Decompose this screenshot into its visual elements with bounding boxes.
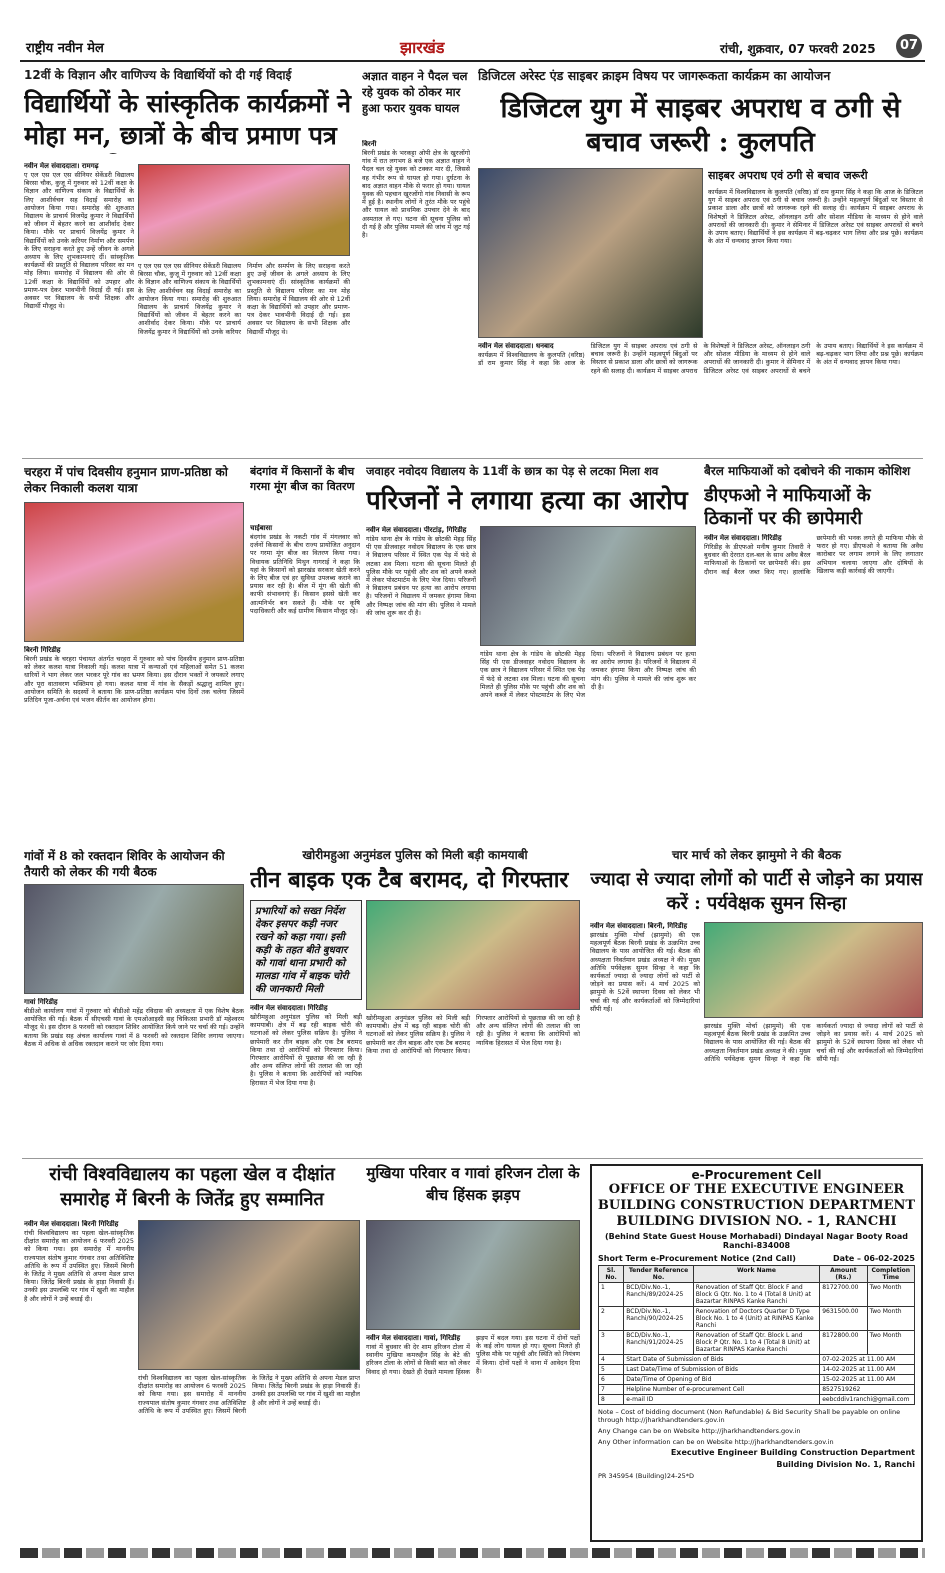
story8-body: गिरिडीह के डीएफओ मनीष कुमार तिवारी ने बुधवार की देररात दल-बल के साथ अवैध बैरल माफियाओं के ठिकानों पर छापेमारी की। इस दौरान कई बैरल जब्त किए गए। हालांकि छापेमारी की भनक लगते ही माफिया मौके से फरार हो गए। डीएफओ ने बताया कि अवैध कारोबार पर लगाम लगाने के लिए लगातार अभियान चलाया जाएगा और दोषियों के खिलाफ कड़ी कार्रवाई की जाएगी। <box>704 534 923 576</box>
tender-amount: 9631500.00 <box>820 1307 867 1331</box>
story3-kicker: डिजिटल अरेस्ट एंड साइबर क्राइम विषय पर जागरूकता कार्यक्रम का आयोजन <box>478 68 831 83</box>
story3-subhead: साइबर अपराध एवं ठगी से बचाव जरूरी <box>708 169 868 182</box>
story12-dateline: नवीन मेल संवाददाता। गावां, गिरिडीह <box>366 1334 461 1342</box>
story6-dateline: चाईबासा <box>250 524 273 532</box>
story9-dateline: नवीन मेल संवाददाता। गिरिडीह <box>250 1004 328 1012</box>
story3-body-right: कार्यक्रम में विश्वविद्यालय के कुलपति (वरिष्ठ) डॉ राम कुमार सिंह ने कहा कि आज के डिजिटल युग में साइबर अपराध एवं ठगी से बचाव जरूरी है। उन्होंने महत्वपूर्ण बिंदुओं पर विस्तार से प्रकाश डाला और छात्रों को जागरूक रहने की सलाह दी। कार्यक्रम में साइबर अपराध के विशेषज्ञों ने डिजिटल अरेस्ट, ऑनलाइन ठगी और सोशल मीडिया के माध्यम से होने वाले अपराधों की जानकारी दी। कुमार ने सेमिनार में डिजिटल अरेस्ट एवं साइबर अपराधों से बचने के उपाय बताए। विद्यार्थियों ने इस कार्यक्रम में बढ़-चढ़कर भाग लिया और प्रश्न पूछे। कार्यक्रम के अंत में धन्यवाद ज्ञापन किया गया। <box>708 188 923 246</box>
table-row <box>599 1331 915 1355</box>
tender-division: BUILDING DIVISION NO. - 1, RANCHI <box>616 1214 897 1229</box>
table-row <box>599 1395 915 1405</box>
tender-notice-title: Short Term e-Procurement Notice (2nd Call) <box>598 1254 796 1263</box>
tender-table <box>598 1265 915 1405</box>
story4-column <box>24 646 244 842</box>
story10-column <box>590 922 700 1154</box>
footer-color-bar <box>20 1548 925 1558</box>
page-number: 07 <box>896 34 922 58</box>
tender-department: BUILDING CONSTRUCTION DEPARTMENT <box>597 1198 916 1213</box>
story6-headline: बंदगांव में किसानों के बीच गरमा मूंग बीज का वितरण <box>250 465 355 493</box>
story12-body: गावां में बुधवार की देर शाम हरिजन टोला में स्थानीय मुखिया कमरुद्दीन सिंह के बेटे की हरिजन टोला के लोगों से किसी बात को लेकर विवाद हो गया। देखते ही देखते मामला हिंसक झड़प में बदल गया। इस घटना में दोनों पक्षों के कई लोग घायल हो गए। सूचना मिलते ही पुलिस मौके पर पहुंची और स्थिति को नियंत्रण में किया। दोनों पक्षों ने थाना में आवेदन दिया है। <box>366 1334 580 1376</box>
tender-note: Note – Cost of bidding document (Non Refundable) & Bid Security Shall be payable on online through http://jharkhandtenders.gov.in <box>598 1408 901 1424</box>
story8-dateline: नवीन मेल संवाददाता। गिरिडीह <box>704 534 782 542</box>
story1-photo-students <box>138 164 350 256</box>
story9-body: खोरीमहुआ अनुमंडल पुलिस को मिली बड़ी कामयाबी। क्षेत्र में बढ़ रही बाइक चोरी की घटनाओं को लेकर पुलिस सक्रिय है। पुलिस ने छापेमारी कर तीन बाइक और एक टैब बरामद किया तथा दो आरोपियों को गिरफ्तार किया। गिरफ्तार आरोपियों से पूछताछ की जा रही है और अन्य संलिप्त लोगों की तलाश की जा रही है। पुलिस ने बताया कि आरोपियों को न्यायिक हिरासत में भेज दिया गया है। <box>250 1013 362 1087</box>
story11-photo-award <box>138 1220 360 1370</box>
story3-dateline: नवीन मेल संवाददाता। धनबाद <box>478 342 554 350</box>
story7-headline: परिजनों ने लगाया हत्या का आरोप <box>366 486 688 516</box>
tender-ref: BCD/Div.No.-1, Ranchi/91/2024-25 <box>624 1331 694 1355</box>
story12-column <box>366 1334 580 1540</box>
story11-dateline: नवीन मेल संवाददाता। बिरनी गिरिडीह <box>24 1220 119 1228</box>
story2-column <box>362 140 470 452</box>
story10-dateline: नवीन मेल संवाददाता। बिरनी, गिरिडीह <box>590 922 688 930</box>
story11-column <box>24 1220 134 1540</box>
section-divider-lower <box>22 1158 923 1159</box>
tender-work: Renovation of Staff Qtr. Block F and Block G Qtr. No. 1 to 4 (Total 8 Unit) at Bazartar RINPAS Kanke Ranchi <box>693 1283 819 1307</box>
story4-dateline: बिरनी गिरिडीह <box>24 646 61 654</box>
schedule-label: Helpline Number of e-procurement Cell <box>624 1385 820 1395</box>
story11-headline: रांची विश्वविद्यालय का पहला खेल व दीक्षांत समारोह में बिरनी के जितेंद्र हुए सम्मानित <box>49 1164 335 1210</box>
story2-dateline: बिरनी <box>362 140 377 148</box>
tender-sl: 1 <box>599 1283 624 1307</box>
story7-dateline: नवीन मेल संवाददाता। पीरटांड़, गिरिडीह <box>366 526 467 534</box>
table-row <box>599 1355 915 1365</box>
story9-photo-police <box>366 900 580 1010</box>
table-row <box>599 1385 915 1395</box>
story3-body: कार्यक्रम में विश्वविद्यालय के कुलपति (वरिष्ठ) डॉ राम कुमार सिंह ने कहा कि आज के डिजिटल युग में साइबर अपराध एवं ठगी से बचाव जरूरी है। उन्होंने महत्वपूर्ण बिंदुओं पर विस्तार से प्रकाश डाला और छात्रों को जागरूक रहने की सलाह दी। कार्यक्रम में साइबर अपराध के विशेषज्ञों ने डिजिटल अरेस्ट, ऑनलाइन ठगी और सोशल मीडिया के माध्यम से होने वाले अपराधों की जानकारी दी। कुमार ने सेमिनार में डिजिटल अरेस्ट एवं साइबर अपराधों से बचने के उपाय बताए। विद्यार्थियों ने इस कार्यक्रम में बढ़-चढ़कर भाग लिया और प्रश्न पूछे। कार्यक्रम के अंत में धन्यवाद ज्ञापन किया गया। <box>478 342 923 375</box>
story10-photo-meeting <box>704 922 923 1018</box>
story9-pull-quote: प्रभारियों को सख्त निर्देश देकर इसपर कड़ी नजर रखने को कहा गया। इसी कड़ी के तहत बीते बुधवार को गावां थाना प्रभारी को मालडा गांव में बाइक चोरी की जानकारी मिली <box>250 900 362 1000</box>
story5-photo-meeting <box>24 884 244 994</box>
tender-info-note: Any Other information can be on Website http://jharkhandtenders.gov.in <box>598 1438 834 1446</box>
story3-photo-vice-chancellor <box>478 168 703 338</box>
table-row <box>599 1283 915 1307</box>
story10-body: झारखंड मुक्ति मोर्चा (झामुमो) की एक महत्वपूर्ण बैठक बिरनी प्रखंड के उत्क्रमित उच्च विद्यालय के पास आयोजित की गई। बैठक की अध्यक्षता निवर्तमान प्रखंड अध्यक्ष ने की। मुख्य अतिथि पर्यवेक्षक सुमन सिन्हा ने कहा कि कार्यकर्ता ज्यादा से ज्यादा लोगों को पार्टी से जोड़ने का प्रयास करें। 4 मार्च 2025 को झामुमो के 52वें स्थापना दिवस को लेकर भी चर्चा की गई और कार्यकर्ताओं को जिम्मेदारियां सौंपी गईं। <box>590 931 700 1013</box>
story5-column <box>24 998 244 1156</box>
story3-headline: डिजिटल युग में साइबर अपराध व ठगी से बचाव जरूरी : कुलपति <box>500 93 901 158</box>
story8-kicker: बैरल माफियाओं को दबोचने की नाकाम कोशिश <box>704 464 911 478</box>
story4-headline: चरहरा में पांच दिवसीय हनुमान प्राण-प्रतिष्ठा को लेकर निकाली कलश यात्रा <box>24 465 228 495</box>
newspaper-logo: राष्ट्रीय नवीन मेल <box>26 41 104 56</box>
story1-kicker: 12वीं के विज्ञान और वाणिज्य के विद्यार्थियों को दी गई विदाई <box>24 68 292 82</box>
schedule-sl: 4 <box>599 1355 624 1365</box>
schedule-label: Last Date/Time of Submission of Bids <box>624 1365 820 1375</box>
story8-headline: डीएफओ ने माफियाओं के ठिकानों पर की छापेमारी <box>704 485 871 529</box>
story5-body: बीडीओ कार्यालय गावां में गुरुवार को बीडीओ महेंद्र रविदास की अध्यक्षता में एक विशेष बैठक आयोजित की गई। बैठक में सीएचसी गावां के एमओआइसी सह चिकित्सा प्रभारी डॉ महेश्वरम मौजूद थे। इस दौरान 8 फरवरी को रक्तदान शिविर आयोजित किये जाने पर चर्चा की गई। उन्होंने बताया कि प्रखंड सह अंचल कार्यालय गावां में 8 फरवरी को रक्तदान शिविर लगाया जाएगा। बैठक में अधिक से अधिक रक्तदान कराने पर जोर दिया गया। <box>24 1007 244 1048</box>
tender-notice <box>590 1164 923 1542</box>
story7-column <box>366 526 476 842</box>
schedule-sl: 5 <box>599 1365 624 1375</box>
schedule-value: 14-02-2025 at 11.00 AM <box>820 1365 915 1375</box>
tender-time: Two Month <box>867 1307 914 1331</box>
tender-work: Renovation of Doctors Quarter D Type Block No. 1 to 4 (Unit) at RINPAS Kanke Ranchi <box>693 1307 819 1331</box>
story9-kicker: खोरीमहुआ अनुमंडल पुलिस को मिली बड़ी कामयाबी <box>302 848 528 862</box>
schedule-value: 8527519262 <box>820 1385 915 1395</box>
tender-notice-header <box>598 1254 915 1263</box>
tender-pr-number: PR 345954 (Building)24-25*D <box>598 1472 694 1480</box>
schedule-value: 15-02-2025 at 11.00 AM <box>820 1375 915 1385</box>
story2-body: बिरनी प्रखंड के भरकट्टा ओपी क्षेत्र के खुरजोंगो गांव में रात लगभग 8 बजे एक अज्ञात वाहन ने पैदल चल रहे युवक को टक्कर मार दी, जिससे वह गंभीर रूप से घायल हो गया। दुर्घटना के बाद अज्ञात वाहन मौके से फरार हो गया। घायल युवक की पहचान खुरजोंगो गांव निवासी के रूप में हुई है। स्थानीय लोगों ने तुरंत मौके पर पहुंचे और घायल को प्राथमिक उपचार देने के बाद अस्पताल ले गए। घटना की सूचना पुलिस को दी गई है और पुलिस मामले की जांच में जुट गई है। <box>362 149 470 240</box>
story11-body-continued: रांची विश्वविद्यालय का पहला खेल-सांस्कृतिक दीक्षांत समारोह का आयोजन 6 फरवरी 2025 को किया गया। इस समारोह में माननीय राज्यपाल संतोष कुमार गंगवार तथा अतिविशिष्ट अतिथि के रूप में उपस्थित हुए। जिसमें बिरनी के जितेंद्र ने मुख्य अतिथि से अपना मेडल प्राप्त किया। जितेंद्र बिरनी प्रखंड के हाड़ा निवासी हैं। उनकी इस उपलब्धि पर गांव में खुशी का माहौल है और लोगों ने उन्हें बधाई दी। <box>138 1374 360 1415</box>
tender-time: Two Month <box>867 1331 914 1355</box>
tender-col-work: Work Name <box>693 1266 819 1283</box>
schedule-label: Start Date of Submission of Bids <box>624 1355 820 1365</box>
story6-body: बंदगांव प्रखंड के नकटी गांव में मंगलवार को दर्जनों किसानों के बीच राज्य प्रायोजित अनुदान पर गरमा मूंग बीज का वितरण किया गया। विधायक प्रतिनिधि मिथुन गागराई ने कहा कि यहां के किसानों को झारखंड सरकार खेती करने के लिए बीज एवं हर सुविधा उपलब्ध कराने का प्रयास कर रही है। बीज में मूंग की खेती की काफी संभावनाएं हैं। किसान इससे खेती कर आत्मनिर्भर बन सकते हैं। मौके पर कृषि पदाधिकारी और कई ग्रामीण किसान मौजूद रहे। <box>250 533 360 615</box>
story7-body: गांडेय थाना क्षेत्र के गांडेय के छोटकी मेहड़ सिंह पी एस डीजवाहर नवोदय विद्यालय के एक छात्र ने विद्यालय परिसर में स्थित एक पेड़ में फंदे से लटका शव मिला। घटना की सूचना मिलते ही पुलिस मौके पर पहुंची और शव को अपने कब्जे में लेकर पोस्टमार्टम के लिए भेज दिया। परिजनों ने विद्यालय प्रबंधन पर हत्या का आरोप लगाया है। परिजनों ने विद्यालय में जमकर हंगामा किया और निष्पक्ष जांच की मांग की। पुलिस ने मामले की जांच शुरू कर दी है। <box>366 535 476 617</box>
story1-dateline: नवीन मेल संवाददाता। रामगढ़ <box>24 162 99 170</box>
story9-column <box>250 1004 362 1156</box>
story10-body-continued: झारखंड मुक्ति मोर्चा (झामुमो) की एक महत्वपूर्ण बैठक बिरनी प्रखंड के उत्क्रमित उच्च विद्यालय के पास आयोजित की गई। बैठक की अध्यक्षता निवर्तमान प्रखंड अध्यक्ष ने की। मुख्य अतिथि पर्यवेक्षक सुमन सिन्हा ने कहा कि कार्यकर्ता ज्यादा से ज्यादा लोगों को पार्टी से जोड़ने का प्रयास करें। 4 मार्च 2025 को झामुमो के 52वें स्थापना दिवस को लेकर भी चर्चा की गई और कार्यकर्ताओं को जिम्मेदारियां सौंपी गईं। <box>704 1022 923 1063</box>
schedule-sl: 8 <box>599 1395 624 1405</box>
tender-ref: BCD/Div.No.-1, Ranchi/89/2024-25 <box>624 1283 694 1307</box>
story9-headline: तीन बाइक एक टैब बरामद, दो गिरफ्तार <box>250 867 569 893</box>
tender-notice-date: Date – 06-02-2025 <box>832 1254 915 1263</box>
story10-kicker: चार मार्च को लेकर झामुमो ने की बैठक <box>671 848 842 862</box>
story1-headline: विद्यार्थियों के सांस्कृतिक कार्यक्रमों ने मोहा मन, छात्रों के बीच प्रमाण पत्र <box>24 89 351 150</box>
story2-headline: अज्ञात वाहन ने पैदल चल रहे युवक को ठोकर मार हुआ फरार युवक घायल <box>362 69 468 115</box>
tender-change-note: Any Change can be on Website http://jharkhandtenders.gov.in <box>598 1427 801 1435</box>
story4-photo-kalash-yatra <box>24 502 244 642</box>
story11-body: रांची विश्वविद्यालय का पहला खेल-सांस्कृतिक दीक्षांत समारोह का आयोजन 6 फरवरी 2025 को किया गया। इस समारोह में माननीय राज्यपाल संतोष कुमार गंगवार तथा अतिविशिष्ट अतिथि के रूप में उपस्थित हुए। जिसमें बिरनी के जितेंद्र ने मुख्य अतिथि से अपना मेडल प्राप्त किया। जितेंद्र बिरनी प्रखंड के हाड़ा निवासी हैं। उनकी इस उपलब्धि पर गांव में खुशी का माहौल है और लोगों ने उन्हें बधाई दी। <box>24 1229 134 1303</box>
section-title: झारखंड <box>400 38 445 57</box>
tender-time: Two Month <box>867 1283 914 1307</box>
story12-headline: मुखिया परिवार व गावां हरिजन टोला के बीच हिंसक झड़प <box>366 1164 580 1204</box>
tender-col-amount: Amount (Rs.) <box>820 1266 867 1283</box>
story1-body-continued: ए एल एस एल एस सीनियर सेकेंडरी विद्यालय बिरसा चौक, कुजू में गुरुवार को 12वीं कक्षा के विज्ञान और वाणिज्य संकाय के विद्यार्थियों के लिए आशीर्वचन सह विदाई समारोह का आयोजन किया गया। समारोह की शुरुआत विद्यालय के प्राचार्य विजयेंद्र कुमार ने विद्यार्थियों को जीवन में बेहतर करने का आशीर्वाद देकर किया। मौके पर प्राचार्य विजयेंद्र कुमार ने विद्यार्थियों को उनके करियर निर्माण और समर्पण के लिए सराहना करते हुए उन्हें जीवन के अगले अध्याय के लिए शुभकामनाएं दीं। सांस्कृतिक कार्यक्रमों की प्रस्तुति से विद्यालय परिसर का मन मोह लिया। समारोह में विद्यालय की ओर से 12वीं कक्षा के विद्यार्थियों को उपहार और प्रमाण-पत्र देकर भावभीनी विदाई दी गई। इस अवसर पर विद्यालय के सभी शिक्षक और विद्यार्थी मौजूद थे। <box>138 262 350 336</box>
tender-sl: 2 <box>599 1307 624 1331</box>
schedule-value: eebcddiv1ranchi@gmail.com <box>820 1395 915 1405</box>
story9-body-continued: खोरीमहुआ अनुमंडल पुलिस को मिली बड़ी कामयाबी। क्षेत्र में बढ़ रही बाइक चोरी की घटनाओं को लेकर पुलिस सक्रिय है। पुलिस ने छापेमारी कर तीन बाइक और एक टैब बरामद किया तथा दो आरोपियों को गिरफ्तार किया। गिरफ्तार आरोपियों से पूछताछ की जा रही है और अन्य संलिप्त लोगों की तलाश की जा रही है। पुलिस ने बताया कि आरोपियों को न्यायिक हिरासत में भेज दिया गया है। <box>366 1014 580 1055</box>
table-row <box>599 1375 915 1385</box>
tender-sl: 3 <box>599 1331 624 1355</box>
story1-body: ए एल एस एल एस सीनियर सेकेंडरी विद्यालय बिरसा चौक, कुजू में गुरुवार को 12वीं कक्षा के विज्ञान और वाणिज्य संकाय के विद्यार्थियों के लिए आशीर्वचन सह विदाई समारोह का आयोजन किया गया। समारोह की शुरुआत विद्यालय के प्राचार्य विजयेंद्र कुमार ने विद्यार्थियों को जीवन में बेहतर करने का आशीर्वाद देकर किया। मौके पर प्राचार्य विजयेंद्र कुमार ने विद्यार्थियों को उनके करियर निर्माण और समर्पण के लिए सराहना करते हुए उन्हें जीवन के अगले अध्याय के लिए शुभकामनाएं दीं। सांस्कृतिक कार्यक्रमों की प्रस्तुति से विद्यालय परिसर का मन मोह लिया। समारोह में विद्यालय की ओर से 12वीं कक्षा के विद्यार्थियों को उपहार और प्रमाण-पत्र देकर भावभीनी विदाई दी गई। इस अवसर पर विद्यालय के सभी शिक्षक और विद्यार्थी मौजूद थे। <box>24 171 134 311</box>
story7-kicker: जवाहर नवोदय विद्यालय के 11वीं के छात्र का पेड़ से लटका मिला शव <box>366 464 659 478</box>
section-divider <box>22 458 923 459</box>
story5-headline: गांवों में 8 को रक्तदान शिविर के आयोजन की तैयारी को लेकर की गयी बैठक <box>24 849 225 879</box>
tender-col-sl: Sl. No. <box>599 1266 624 1283</box>
story10-headline: ज्यादा से ज्यादा लोगों को पार्टी से जोड़ने का प्रयास करें : पर्यवेक्षक सुमन सिन्हा <box>590 869 923 914</box>
table-row <box>599 1307 915 1331</box>
table-row <box>599 1365 915 1375</box>
tender-amount: 8172800.00 <box>820 1331 867 1355</box>
schedule-sl: 7 <box>599 1385 624 1395</box>
tender-col-time: Completion Time <box>867 1266 914 1283</box>
story8-column <box>704 534 923 842</box>
schedule-label: Date/Time of Opening of Bid <box>624 1375 820 1385</box>
schedule-label: e-mail ID <box>624 1395 820 1405</box>
schedule-value: 07-02-2025 at 11.00 AM <box>820 1355 915 1365</box>
tender-work: Renovation of Staff Qtr. Block L and Block P Qtr. No. 1 to 4 (Total 8 Unit) at Bazartar RINPAS Kanke Ranchi <box>693 1331 819 1355</box>
story7-body-continued: गांडेय थाना क्षेत्र के गांडेय के छोटकी मेहड़ सिंह पी एस डीजवाहर नवोदय विद्यालय के एक छात्र ने विद्यालय परिसर में स्थित एक पेड़ में फंदे से लटका शव मिला। घटना की सूचना मिलते ही पुलिस मौके पर पहुंची और शव को अपने कब्जे में लेकर पोस्टमार्टम के लिए भेज दिया। परिजनों ने विद्यालय प्रबंधन पर हत्या का आरोप लगाया है। परिजनों ने विद्यालय में जमकर हंगामा किया और निष्पक्ष जांच की मांग की। पुलिस ने मामले की जांच शुरू कर दी है। <box>480 650 696 700</box>
tender-ref: BCD/Div.No.-1, Ranchi/90/2024-25 <box>624 1307 694 1331</box>
masthead <box>20 34 925 62</box>
schedule-sl: 6 <box>599 1375 624 1385</box>
story12-photo-clash <box>366 1220 580 1330</box>
issue-date: रांची, शुक्रवार, 07 फरवरी 2025 <box>720 42 876 56</box>
story5-dateline: गावां गिरिडीह <box>24 998 58 1006</box>
tender-amount: 8172700.00 <box>820 1283 867 1307</box>
tender-col-ref: Tender Reference No. <box>624 1266 694 1283</box>
story3-column <box>478 342 923 454</box>
tender-signature-title: Executive Engineer Building Construction Department <box>670 1448 915 1457</box>
tender-signature-division: Building Division No. 1, Ranchi <box>776 1460 915 1469</box>
story4-body: बिरनी प्रखंड के चरहरा पंचायत अंतर्गत चरहरा में गुरुवार को पांच दिवसीय हनुमान प्राण-प्रतिष्ठा को लेकर कलश यात्रा निकाली गई। कलश यात्रा में कन्याओं एवं महिलाओं समेत 51 कलश धारियों ने भाग लेकर जल भरकर पूरे गांव का भ्रमण किया। इस दौरान भक्तों ने जयकारे लगाए और पूरा वातावरण भक्तिमय हो गया। कलश यात्रा में गांव के सैकड़ों श्रद्धालु शामिल हुए। आयोजन समिति के सदस्यों ने बताया कि प्राण-प्रतिष्ठा कार्यक्रम पांच दिनों तक चलेगा जिसमें प्रतिदिन पूजा-अर्चना एवं भजन कीर्तन का आयोजन होगा। <box>24 655 244 705</box>
tender-address: (Behind State Guest House Morhabadi) Dindayal Nagar Booty Road Ranchi-834008 <box>604 1232 909 1250</box>
story7-photo-crowd <box>480 526 696 646</box>
tender-office: OFFICE OF THE EXECUTIVE ENGINEER <box>608 1182 905 1197</box>
tender-cell: e-Procurement Cell <box>691 1168 822 1182</box>
story6-column <box>250 524 360 842</box>
story1-column <box>24 162 134 452</box>
